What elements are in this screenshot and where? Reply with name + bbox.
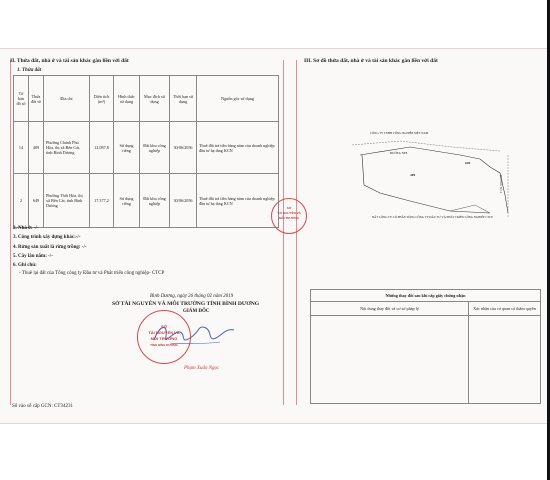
table-cell: Thuê đất trả tiền hàng năm của doanh nghiệp đầu tư hạ tầng KCN [197,174,279,228]
certificate-number: Số vào sổ cấp GCN: CT34231 [12,404,73,409]
map-label: CÔNG TY TNHH CÔNG NGHIỆP NIỆT NAM [370,131,429,135]
map-label: ĐƯỜNG SỐ 4 [499,175,503,193]
table-header: Tờ bản đồ số [14,76,29,122]
table-row [14,122,279,174]
table-header: Nguồn gốc sử dụng [197,76,279,122]
signer-name: Phạm Xuân Ngọc [184,366,220,371]
map-label: ĐƯỜNG NE8 [390,151,408,155]
item-other-construction: 3. Công trình xây dựng khác:-/- [13,235,81,240]
seal-text: SỞ [160,324,168,329]
seal-text: SỞ [286,206,292,210]
table-cell: 649 [29,174,44,228]
changes-column-header: Xác nhận của cơ quan có thẩm quyền [469,302,541,316]
official-seal-main [137,310,191,364]
table-cell: 17.377,2 [90,174,114,228]
map-parcel-label: 409 [410,173,416,177]
item-forest: 4. Rừng sản xuất là rừng trồng: -/- [13,245,87,250]
table-cell: 30/06/2056 [170,174,197,228]
issuing-agency: SỞ TÀI NGUYÊN VÀ MÔI TRƯỜNG TỈNH BÌNH DƯƠNG [112,301,260,307]
map-label: ĐẤT CÔNG TY CỔ PHẦN TỔNG CÔNG TY ĐẦU TƯ VÀ PHÁT TRIỂN CÔNG NGHIỆP CTCP [372,215,493,219]
land-parcel-table [13,75,279,228]
seal-text: TỈNH BÌNH DƯƠNG [150,343,178,347]
table-header: Diện tích (m²) [90,76,114,122]
seal-text: MÔI TRƯỜNG [150,336,178,341]
margin-line-left [10,60,11,405]
table-cell: Phường Chánh Phú Hòa, thị xã Bến Cát, tỉnh Bình Dương [44,122,90,174]
changes-empty-cell [469,316,541,404]
table-cell: Sử dụng riêng [114,122,140,174]
item-house: 2. Nhà ở: -/- [13,226,39,231]
table-header: Hình thức sử dụng [114,76,140,122]
section-ii-title: II. Thửa đất, nhà ở và tài sản khác gắn liền với đất [10,58,129,64]
table-cell: Thuê đất trả tiền hàng năm của doanh nghiệp đầu tư hạ tầng KCN [197,122,279,174]
table-header: Mục đích sử dụng [140,76,170,122]
changes-table [310,289,541,404]
issue-date: Bình Dương, ngày 26 tháng 02 năm 2019 [150,294,234,299]
table-header: Địa chỉ [44,76,90,122]
table-cell: 30/06/2056 [170,122,197,174]
table-header: Thời hạn sử dụng [170,76,197,122]
table-cell: 14 [14,122,29,174]
section-iii-title: III. Sơ đồ thửa đất, nhà ở và tài sản khác gắn liền với đất [304,58,438,64]
map-parcel-label: 649 [465,161,471,165]
parcel-map [340,125,520,225]
table-cell: Đất khu công nghiệp [140,174,170,228]
item-perennial: 5. Cây lâu năm: -/- [13,254,53,259]
table-cell: 12.087,8 [90,122,114,174]
seal-text: TÀI NGUYÊN VÀ [148,330,180,335]
table-header-row [14,76,279,122]
changes-title: Những thay đổi sau khi cấp giấy chứng nhận [311,290,541,302]
table-cell: Đất khu công nghiệp [140,122,170,174]
table-row [14,174,279,228]
table-header: Thửa đất số [29,76,44,122]
land-parcel-heading: 1. Thửa đất [17,68,41,73]
seal-text: MÔI TRƯỜNG [278,216,300,220]
changes-empty-cell [311,316,469,404]
note-text: - Thuê lại đất của Tổng công ty Đầu tư và Phát triển công nghiệp- CTCP [19,271,165,276]
director-title: GIÁM ĐỐC [183,309,210,314]
changes-column-header: Nội dung thay đổi và cơ sở pháp lý [311,302,469,316]
table-cell: 2 [14,174,29,228]
seal-text: TÀI NGUYÊN VÀ [277,211,301,215]
table-cell: Sử dụng riêng [114,174,140,228]
official-seal-fold [271,198,307,234]
table-cell: Phường Thới Hòa, thị xã Bến Cát, tỉnh Bình Dương [44,174,90,228]
table-cell: 409 [29,122,44,174]
item-notes: 6. Ghi chú: [13,263,37,268]
